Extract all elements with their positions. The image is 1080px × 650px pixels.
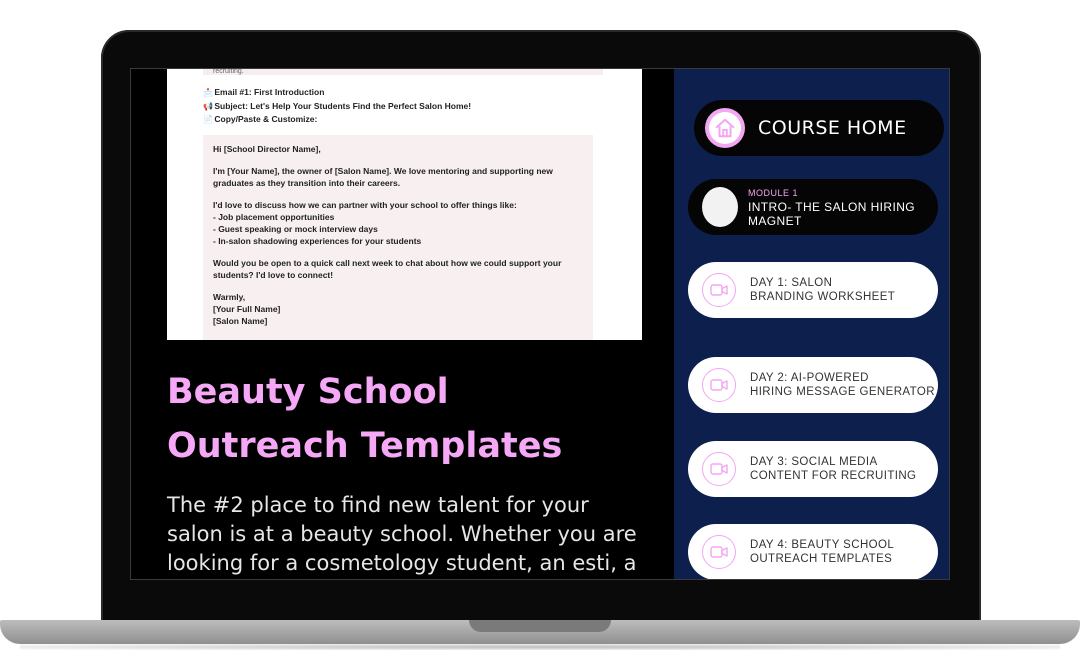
- course-home-label: COURSE HOME: [758, 117, 907, 139]
- lesson-item-day-3[interactable]: [688, 441, 938, 497]
- house-icon: [714, 117, 736, 139]
- lesson-description: The #2 place to find new talent for your salon is at a beauty school. Whether you are looking for a cosmetology student, an esti, a: [167, 493, 637, 575]
- course-sidebar: [674, 69, 950, 580]
- email-ask: Would you be open to a quick call next week to chat about how we could support your students? I'd love to connect!: [213, 258, 562, 280]
- inbox-icon: 📩: [203, 88, 213, 97]
- module-status-icon: [702, 187, 738, 227]
- list-item: - Job placement opportunities: [213, 212, 335, 222]
- module-kicker: MODULE 1: [748, 188, 799, 198]
- email-meta: [203, 86, 471, 127]
- laptop-notch: [469, 620, 611, 632]
- module-1-item[interactable]: [688, 179, 938, 235]
- lesson-content: [131, 69, 674, 580]
- email-signature: Warmly, [Your Full Name] [Salon Name]: [213, 292, 281, 326]
- email-template-preview: [167, 69, 642, 340]
- home-icon: [705, 108, 745, 148]
- doc-top-strip: recruiting.: [203, 69, 603, 75]
- lesson-item-day-4[interactable]: [688, 524, 938, 580]
- megaphone-icon: 📢: [203, 101, 213, 111]
- lesson-label: DAY 4: BEAUTY SCHOOL OUTREACH TEMPLATES: [750, 539, 895, 565]
- module-title: INTRO- THE SALON HIRING MAGNET: [748, 200, 915, 228]
- email-body: [203, 135, 593, 340]
- email-greeting: Hi [School Director Name],: [213, 144, 321, 154]
- email-list: I'd love to discuss how we can partner with your school to offer things like: - Job placement opportunities - Guest speaking or mock interview days - In-salon shadowing experiences for your students: [213, 199, 583, 247]
- lesson-label: DAY 1: SALON BRANDING WORKSHEET: [750, 277, 896, 303]
- video-camera-icon: [702, 273, 736, 307]
- video-camera-icon: [702, 452, 736, 486]
- lesson-item-day-1[interactable]: [688, 262, 938, 318]
- list-item: - Guest speaking or mock interview days: [213, 224, 378, 234]
- list-item: - In-salon shadowing experiences for your students: [213, 236, 422, 246]
- email-intro: I'm [Your Name], the owner of [Salon Name]. We love mentoring and supporting new graduates as they transition into their careers.: [213, 166, 553, 188]
- laptop-screen: [130, 68, 950, 580]
- lesson-title: Beauty School Outreach Templates: [167, 372, 563, 466]
- meta-line: 📩 Email #1: First Introduction: [203, 86, 471, 100]
- meta-line: 📢 Subject: Let's Help Your Students Find the Perfect Salon Home!: [203, 100, 471, 114]
- course-home-button[interactable]: [694, 100, 944, 156]
- lesson-label: DAY 2: AI-POWERED HIRING MESSAGE GENERATOR: [750, 372, 935, 398]
- video-camera-icon: [702, 368, 736, 402]
- lesson-item-day-2[interactable]: [688, 357, 938, 413]
- meta-line: 📄 Copy/Paste & Customize:: [203, 113, 471, 127]
- laptop-shadow: [20, 644, 1060, 650]
- video-camera-icon: [702, 535, 736, 569]
- document-icon: 📄: [203, 115, 213, 124]
- lesson-label: DAY 3: SOCIAL MEDIA CONTENT FOR RECRUITING: [750, 456, 917, 482]
